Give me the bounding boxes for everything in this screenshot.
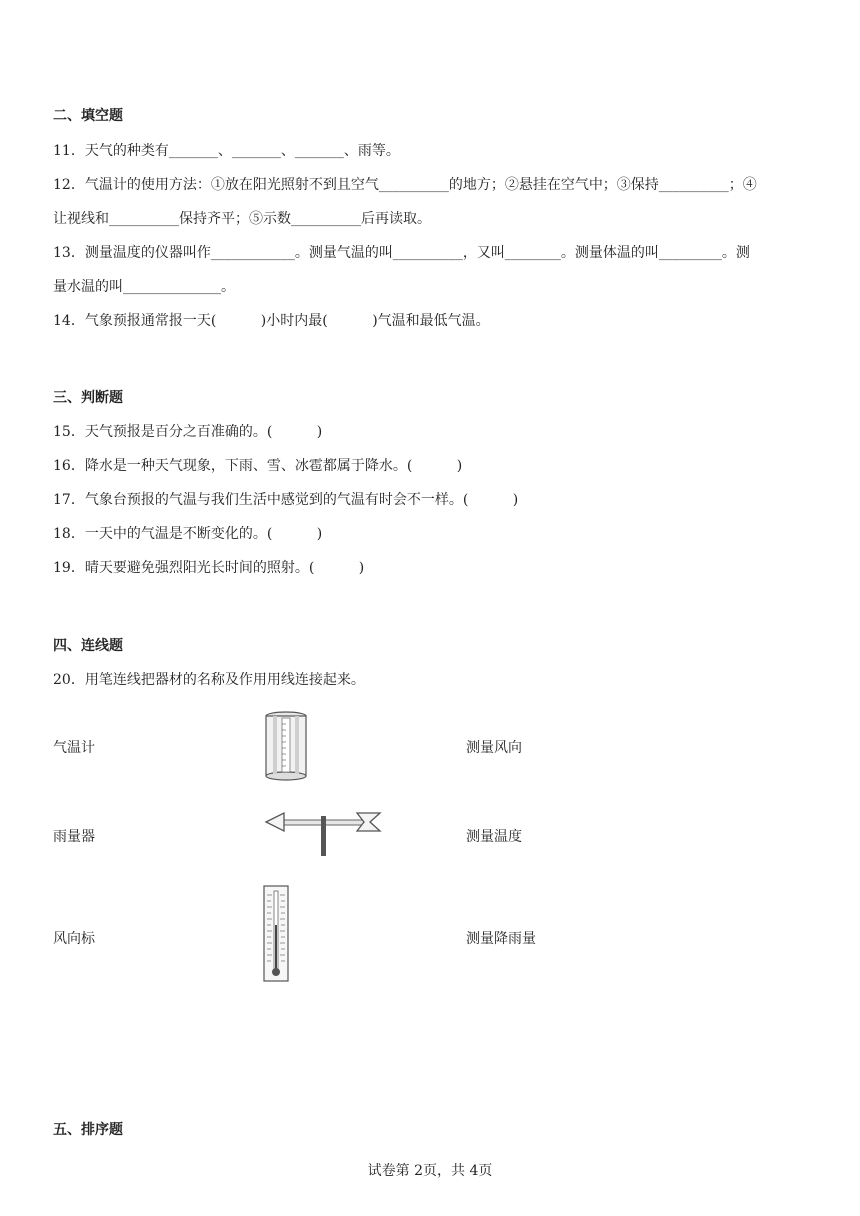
question-18: 18．一天中的气温是不断变化的。( ) bbox=[53, 526, 323, 542]
section-title-true-false: 三、判断题 bbox=[53, 390, 123, 406]
match-left-item: 风向标 bbox=[53, 931, 95, 947]
match-right-item: 测量风向 bbox=[466, 740, 522, 756]
question-11: 11．天气的种类有_______、_______、_______、雨等。 bbox=[53, 143, 400, 159]
section-title-matching: 四、连线题 bbox=[53, 638, 123, 654]
question-16: 16．降水是一种天气现象，下雨、雪、冰雹都属于降水。( ) bbox=[53, 458, 463, 474]
question-17: 17．气象台预报的气温与我们生活中感觉到的气温有时会不一样。( ) bbox=[53, 492, 519, 508]
question-15: 15．天气预报是百分之百准确的。( ) bbox=[53, 424, 323, 440]
wind-vane-icon bbox=[262, 806, 384, 858]
question-12-line2: 让视线和__________保持齐平；⑤示数__________后再读取。 bbox=[53, 211, 431, 227]
question-13-line2: 量水温的叫______________。 bbox=[53, 279, 235, 295]
match-left-item: 气温计 bbox=[53, 740, 95, 756]
section-title-fill-blank: 二、填空题 bbox=[53, 108, 123, 124]
match-right-item: 测量温度 bbox=[466, 829, 522, 845]
match-left-item: 雨量器 bbox=[53, 829, 95, 845]
page-footer: 试卷第 2页，共 4页 bbox=[367, 1163, 493, 1179]
thermometer-icon bbox=[262, 885, 290, 983]
question-19: 19．晴天要避免强烈阳光长时间的照射。( ) bbox=[53, 560, 365, 576]
match-right-item: 测量降雨量 bbox=[466, 931, 536, 947]
question-20: 20．用笔连线把器材的名称及作用用线连接起来。 bbox=[53, 672, 365, 688]
rain-gauge-icon bbox=[263, 710, 309, 782]
question-14: 14．气象预报通常报一天( )小时内最( )气温和最低气温。 bbox=[53, 313, 490, 329]
question-12-line1: 12．气温计的使用方法：①放在阳光照射不到且空气__________的地方；②悬挂在空气中；③保持__________；④ bbox=[53, 177, 757, 193]
question-13-line1: 13．测量温度的仪器叫作____________。测量气温的叫__________，又叫________。测量体温的叫_________。测 bbox=[53, 245, 750, 261]
section-title-ordering: 五、排序题 bbox=[53, 1122, 123, 1138]
